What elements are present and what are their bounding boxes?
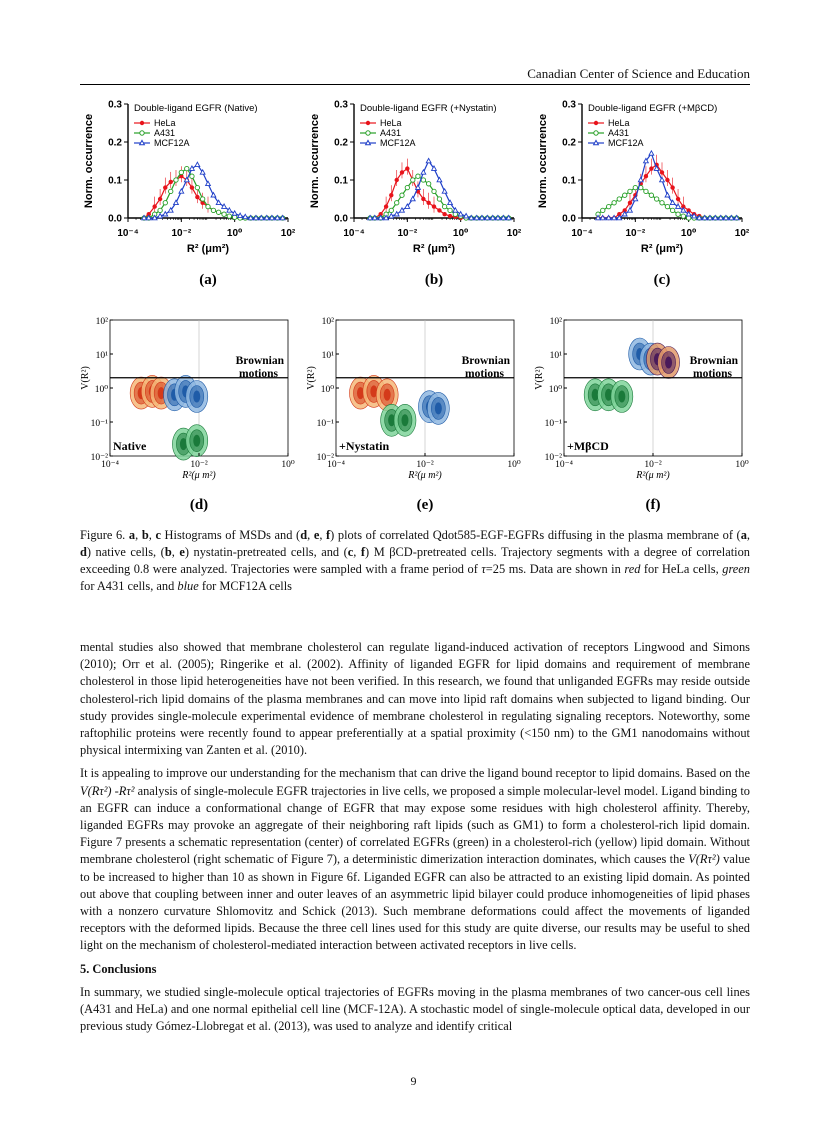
data-point [458, 212, 463, 216]
data-point [628, 208, 633, 212]
data-point [163, 185, 167, 189]
data-point [442, 189, 447, 193]
data-point [195, 195, 199, 199]
data-point [601, 208, 605, 212]
data-point [179, 170, 183, 174]
data-point [416, 174, 420, 178]
caption-part: , [746, 528, 750, 542]
data-point [426, 158, 431, 162]
data-point [437, 177, 442, 181]
data-point [644, 174, 648, 178]
x-axis-label: R²(μ m²) [636, 470, 670, 481]
caption-part: , [319, 528, 327, 542]
contour-blob [435, 402, 442, 414]
caption-part: a [740, 528, 747, 542]
paragraph-2 [80, 765, 750, 954]
data-point [421, 170, 426, 174]
data-point [644, 189, 648, 193]
data-point [158, 208, 162, 212]
caption-part: red [624, 562, 641, 576]
y-tick-label: 10⁰ [94, 385, 108, 395]
caption-part: , [148, 528, 156, 542]
data-point [437, 208, 441, 212]
variance-symbol: V(Rτ²) [688, 852, 720, 867]
y-tick-label: 0.1 [334, 175, 348, 187]
caption-part: for HeLa cells, [640, 562, 723, 576]
data-point [206, 181, 211, 185]
panel-label: (f) [645, 497, 661, 513]
x-tick-label: 10² [506, 228, 522, 239]
y-tick-label: 10⁻² [544, 453, 562, 463]
data-point [400, 193, 404, 197]
legend-label: A431 [380, 128, 402, 138]
histogram-panel-a [80, 96, 300, 288]
paragraph-2-part-a: It is appealing to improve our understanding for the mechanism that can drive the ligand bound receptor to lipid domains. Based on the [80, 766, 750, 781]
brownian-label: Brownian [235, 354, 284, 367]
legend-marker [140, 131, 144, 135]
y-tick-label: 10⁻² [90, 453, 108, 463]
y-tick-label: 0.0 [108, 213, 122, 225]
data-point [612, 201, 616, 205]
x-axis-label: R²(μ m²) [182, 470, 216, 481]
contour-blob [665, 357, 672, 369]
data-point [211, 193, 216, 197]
panel-label: (b) [424, 272, 444, 288]
legend-label: MCF12A [608, 138, 644, 148]
data-point [606, 204, 610, 208]
paragraph-3: In summary, we studied single-molecule optical trajectories of EGFRs moving in the plasma membranes of two cancer-ous cell lines (A431 and HeLa) and one normal epithelial cell line (MCF-12A). A stochastic model of single-molecule optical data, developed in our previous study Gómez-Llobregat et al. (2013), was used to analyze and identify critical [80, 984, 750, 1034]
data-point [633, 185, 637, 189]
running-header: Canadian Center of Science and Education [527, 66, 750, 81]
data-point [676, 212, 680, 216]
data-point [676, 204, 681, 208]
data-point [649, 151, 654, 155]
condition-label: +MβCD [567, 439, 609, 453]
data-point [628, 201, 632, 205]
data-point [195, 185, 199, 189]
caption-part: f [326, 528, 331, 542]
data-point [190, 166, 195, 170]
x-axis-label: R² (μm²) [412, 243, 456, 255]
data-point [665, 178, 669, 182]
x-tick-label: 10⁻⁴ [117, 228, 139, 239]
contour-chart-d [80, 310, 300, 513]
caption-part: ) M βCD-pretreated cells. Trajectory segments with a degree of correlation exceeding 0.8 were analyzed. Trajectories were sampled with a frame period of [80, 545, 750, 576]
y-tick-label: 10² [95, 317, 108, 327]
data-point [665, 204, 669, 208]
y-tick-label: 10⁻² [316, 453, 334, 463]
legend-marker [140, 140, 145, 144]
x-tick-label: 10⁻⁴ [571, 228, 593, 239]
x-tick-label: 10⁰ [680, 228, 697, 239]
contour-blob [401, 414, 408, 426]
y-tick-label: 0.1 [562, 175, 576, 187]
data-point [411, 178, 415, 182]
y-tick-label: 10⁻¹ [90, 419, 108, 429]
condition-label: +Nystatin [339, 439, 390, 453]
y-axis-label: V(R²) [534, 366, 545, 390]
data-point [163, 201, 167, 205]
x-tick-label: 10⁻⁴ [555, 460, 573, 470]
x-tick-label: 10⁰ [226, 228, 243, 239]
y-tick-label: 10⁻¹ [316, 419, 334, 429]
figure-caption [80, 527, 750, 595]
chart-title: Double-ligand EGFR (+Nystatin) [360, 103, 497, 114]
variance-expression: V(Rτ²) -Rτ² [80, 783, 135, 798]
motions-label: motions [465, 367, 504, 380]
x-tick-label: 10² [734, 228, 750, 239]
paragraph-1: mental studies also showed that membrane cholesterol can regulate ligand-induced activation of receptors Lingwood and Simons (2010); Orr et al. (2005); Ringerike et al. (2002). Affinity of liganded EGFR for lipid domains and requirement of membrane cholesterol in those lipid heterogeneities have not been verified. In this research, we found that unliganded EGFRs may reside outside cholesterol-rich lipid domains of the plasma membranes and can move into lipid raft domains when subjected to ligand binding. Our study provides single-molecule experimental evidence of membrane cholesterol in regulating signaling receptors. Noteworthy, some raftophilic proteins were recently found to appear preferentially at a spatial proximity (<150 nm) to the GM1 nanodomains without physical intermixing van Zanten et al. (2010). [80, 640, 750, 758]
contour-panel-e [306, 310, 526, 513]
y-tick-label: 0.1 [108, 175, 122, 187]
x-tick-label: 10⁻² [416, 460, 434, 470]
panel-label: (c) [653, 272, 671, 288]
contour-blob [384, 389, 391, 401]
data-point [400, 208, 405, 212]
data-point [179, 189, 184, 193]
legend-marker [366, 121, 370, 125]
data-point [410, 196, 415, 200]
caption-part: b [164, 545, 172, 559]
histogram-panel-c [534, 96, 754, 288]
y-tick-label: 10⁰ [548, 385, 562, 395]
caption-part: ) native cells, ( [86, 545, 165, 559]
y-axis-label: Norm. occurrence [83, 113, 95, 209]
x-tick-label: 10⁻² [644, 460, 662, 470]
data-point [243, 214, 248, 218]
data-point [606, 215, 611, 219]
contour-panel-d [80, 310, 300, 513]
data-point [211, 208, 215, 212]
histogram-chart-b [306, 96, 526, 288]
caption-part: e [179, 545, 185, 559]
legend-marker [366, 140, 371, 144]
x-tick-label: 10⁻⁴ [101, 460, 119, 470]
data-point [389, 214, 394, 218]
data-point [426, 182, 430, 186]
legend-marker [594, 121, 598, 125]
data-point [395, 201, 399, 205]
y-tick-label: 0.3 [334, 99, 348, 111]
data-point [169, 189, 173, 193]
x-tick-label: 10⁻² [171, 228, 192, 239]
data-point [206, 204, 210, 208]
data-point [216, 210, 220, 214]
caption-part: d [300, 528, 308, 542]
legend-marker [594, 131, 598, 135]
y-tick-label: 0.0 [562, 213, 576, 225]
y-tick-label: 10¹ [321, 351, 334, 361]
data-point [389, 193, 393, 197]
x-tick-label: 10⁰ [507, 460, 521, 470]
caption-part: c [155, 528, 161, 542]
data-point [195, 162, 200, 166]
data-point [232, 211, 237, 215]
x-tick-label: 10⁻² [190, 460, 208, 470]
contour-panel-f [534, 310, 754, 513]
caption-part: ) plots of correlated Qdot585-EGF-EGFRs diffusing in the plasma membrane of ( [330, 528, 741, 542]
chart-title: Double-ligand EGFR (Native) [134, 103, 258, 114]
caption-part: for MCF12A cells [198, 579, 293, 593]
caption-part: Figure 6. [80, 528, 129, 542]
y-tick-label: 10¹ [95, 351, 108, 361]
data-point [437, 197, 441, 201]
data-point [190, 174, 194, 178]
caption-part: =25 ms. Data are shown in [485, 562, 625, 576]
caption-part: , [135, 528, 142, 542]
data-point [638, 177, 643, 181]
motions-label: motions [239, 367, 278, 380]
data-point [660, 170, 664, 174]
y-tick-label: 0.2 [562, 137, 576, 149]
data-point [421, 197, 425, 201]
caption-part: f [360, 545, 366, 559]
data-point [600, 215, 605, 219]
data-point [623, 193, 627, 197]
y-axis-label: V(R²) [80, 366, 91, 390]
body-text [80, 639, 750, 1041]
data-point [426, 201, 430, 205]
legend-label: A431 [608, 128, 630, 138]
histogram-chart-a [80, 96, 300, 288]
contour-blob [618, 391, 625, 403]
data-point [442, 212, 446, 216]
x-axis-label: R² (μm²) [186, 243, 230, 255]
data-point [395, 178, 399, 182]
data-point [432, 204, 436, 208]
data-point [238, 213, 243, 217]
caption-part: b [141, 528, 149, 542]
contour-blob [193, 435, 200, 447]
section-heading: 5. Conclusions [80, 961, 157, 976]
y-tick-label: 0.3 [108, 99, 122, 111]
data-point [163, 212, 168, 216]
data-point [222, 212, 226, 216]
data-point [649, 193, 653, 197]
data-point [628, 189, 632, 193]
caption-part: ) nystatin-pretreated cells, and ( [184, 545, 348, 559]
data-point [158, 197, 162, 201]
data-point [442, 204, 446, 208]
data-point [670, 185, 674, 189]
data-point [190, 185, 194, 189]
data-point [185, 166, 189, 170]
data-point [649, 166, 653, 170]
legend-label: HeLa [608, 118, 630, 128]
legend-label: MCF12A [154, 138, 190, 148]
data-point [686, 216, 690, 220]
legend-marker [594, 140, 599, 144]
data-point [448, 208, 452, 212]
y-axis-label: Norm. occurrence [537, 113, 549, 209]
data-point [665, 193, 670, 197]
x-tick-label: 10⁻⁴ [327, 460, 345, 470]
contour-chart-e [306, 310, 526, 513]
caption-part: for A431 cells, and [80, 579, 178, 593]
legend-marker [366, 131, 370, 135]
data-point [405, 166, 409, 170]
data-point [617, 197, 621, 201]
legend-label: HeLa [154, 118, 176, 128]
header-rule [80, 84, 750, 85]
data-point [464, 214, 469, 218]
data-point [169, 180, 173, 184]
page-number: 9 [410, 1074, 417, 1088]
data-point [152, 204, 156, 208]
caption-part: , [307, 528, 314, 542]
chart-title: Double-ligand EGFR (+MβCD) [588, 103, 718, 114]
caption-part: a [128, 528, 136, 542]
data-point [389, 208, 393, 212]
panel-label: (e) [416, 497, 434, 513]
legend-label: HeLa [380, 118, 402, 128]
y-axis-label: Norm. occurrence [309, 113, 321, 209]
x-tick-label: 10⁻⁴ [343, 228, 365, 239]
data-point [232, 215, 236, 219]
caption-part: blue [177, 579, 199, 593]
caption-part: , [353, 545, 361, 559]
caption-part: d [80, 545, 87, 559]
x-tick-label: 10⁻² [397, 228, 418, 239]
data-point [453, 212, 457, 216]
y-tick-label: 10² [321, 317, 334, 327]
data-point [448, 200, 453, 204]
caption-part: green [722, 562, 751, 576]
x-axis-label: R²(μ m²) [408, 470, 442, 481]
legend-label: MCF12A [380, 138, 416, 148]
data-point [174, 200, 179, 204]
y-tick-label: 0.3 [562, 99, 576, 111]
data-point [416, 185, 421, 189]
paragraph-2-part-b: analysis of single-molecule EGFR trajectories in live cells, we proposed a simple molecular-level model. Ligand binding to an EGFR can induce a conformational change of EGFR that may expose some residues with high cholesterol affinity. Thereby, liganded EGFRs may provoke an aggregate of their neighboring raft lipids (such as GM1) to form a cholesterol-rich lipid domain. Figure 7 presents a schematic representation (center) of correlated EGFRs (green) in a cholesterol-rich (yellow) lipid domain. Without membrane cholesterol (right schematic of Figure 7), a deterministic dimerization interaction dominates, which causes the [80, 783, 751, 867]
data-point [676, 197, 680, 201]
data-point [184, 177, 189, 181]
data-point [660, 177, 665, 181]
caption-part: e [313, 528, 320, 542]
y-tick-label: 10² [549, 317, 562, 327]
data-point [670, 208, 674, 212]
panel-label: (a) [199, 272, 217, 288]
legend-label: A431 [154, 128, 176, 138]
x-tick-label: 10⁰ [735, 460, 749, 470]
data-point [660, 201, 664, 205]
data-point [227, 214, 231, 218]
contour-blob [193, 391, 200, 403]
data-point [222, 204, 227, 208]
y-tick-label: 10⁰ [320, 385, 334, 395]
motions-label: motions [693, 367, 732, 380]
caption-part: Histograms of MSDs and ( [160, 528, 301, 542]
histogram-chart-c [534, 96, 754, 288]
histogram-panel-b [306, 96, 526, 288]
caption-part: τ [481, 562, 486, 576]
condition-label: Native [113, 439, 147, 453]
data-point [405, 185, 409, 189]
x-tick-label: 10⁰ [281, 460, 295, 470]
y-tick-label: 0.2 [108, 137, 122, 149]
legend-marker [140, 121, 144, 125]
data-point [200, 197, 204, 201]
data-point [432, 189, 436, 193]
data-point [400, 170, 404, 174]
contour-chart-f [534, 310, 754, 513]
data-point [448, 214, 452, 218]
y-tick-label: 10⁻¹ [544, 419, 562, 429]
data-point [174, 178, 178, 182]
x-tick-label: 10⁻² [625, 228, 646, 239]
data-point [158, 214, 163, 218]
y-tick-label: 0.2 [334, 137, 348, 149]
x-axis-label: R² (μm²) [640, 243, 684, 255]
data-point [384, 204, 388, 208]
paragraph-2-part-c: value to be increased to higher than 10 as shown in Figure 6f. Liganded EGFR can also be attracted to an existing lipid domain. As pointed out above that coupling between inner and outer leaves of an asymmetric lipid bilayer could produce inhomogeneities of lipid phases with a nonzero curvature Shlomovitz and Schick (2013). Such membrane deformations could affect the movements of liganded receptors with the deformed lipids. Because the three cell lines used for this study are quite diverse, our results may be useful to shed light on the mechanism of cholesterol-mediated interaction between activated receptors in live cells. [80, 852, 750, 953]
panel-label: (d) [189, 497, 209, 513]
y-tick-label: 10¹ [549, 351, 562, 361]
data-point [654, 197, 658, 201]
y-tick-label: 0.0 [334, 213, 348, 225]
y-axis-label: V(R²) [306, 366, 317, 390]
caption-part: , [171, 545, 180, 559]
x-tick-label: 10⁰ [452, 228, 469, 239]
data-point [681, 214, 685, 218]
brownian-label: Brownian [461, 354, 510, 367]
x-tick-label: 10² [280, 228, 296, 239]
brownian-label: Brownian [689, 354, 738, 367]
caption-part: c [347, 545, 354, 559]
